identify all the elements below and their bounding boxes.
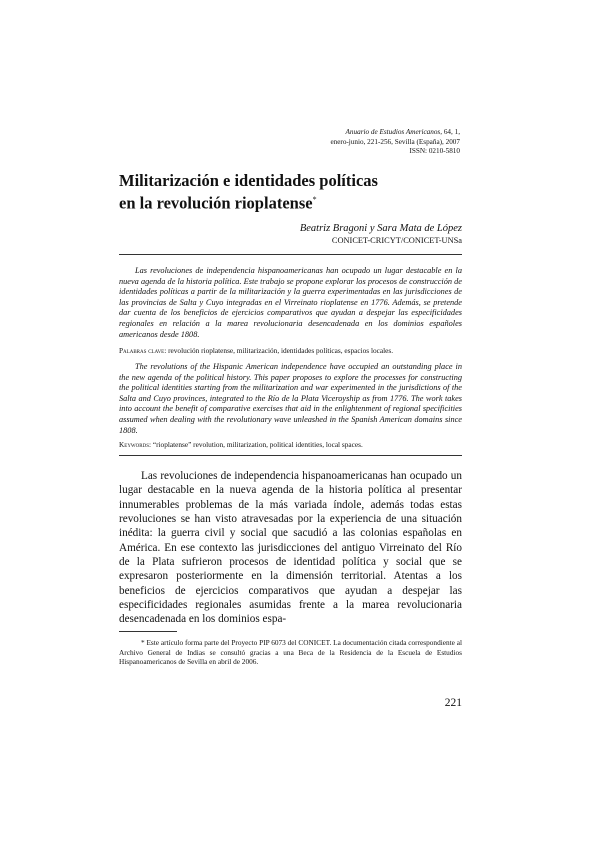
keywords-en-label: Keywords: [119,440,152,449]
journal-issn: ISSN: 0210-5810 [409,147,460,155]
top-rule [119,254,462,255]
title-line-2: en la revolución rioplatense [119,193,313,213]
title-line-1: Militarización e identidades políticas [119,171,378,190]
footnote-rule [119,631,177,632]
page-number: 221 [444,697,462,709]
journal-header [220,128,460,157]
author-affiliation: CONICET-CRICYT/CONICET-UNSa [331,236,462,245]
bottom-rule [119,455,462,456]
keywords-es-text: revolución rioplatense, militarización, identidades políticas, espacios locales. [168,346,394,355]
journal-issue: enero-junio, 221-256, Sevilla (España), 2007 [330,137,460,146]
keywords-spanish [119,346,462,355]
keywords-en-text: “rioplatense” revolution, militarization, political identities, local spaces. [152,440,363,449]
journal-volume: 64, 1, [443,128,460,136]
body-paragraph: Las revoluciones de independencia hispanoamericanas han ocupado un lugar destacable en la nueva agenda de la historia política al presentar innumerables problemas de la más variada índole, además todas estas revoluciones se han visto atravesadas por la experiencia de una situación inédita: la guerra civil y social que sacudió a las colonias españolas en América. En ese contexto las jurisdicciones del antiguo Virreinato del Río de la Plata sufrieron procesos de identidad política y social que se expresaron posteriormente en la dimensión territorial. Atentas a los beneficios de ejercicios comparativos que ayudan a despejar las especificidades regionales asumidas frente a la marea revolucionaria desencadenada en los dominios espa- [119,470,462,626]
abstract-spanish: Las revoluciones de independencia hispanoamericanas han ocupado un lugar destacable en la nueva agenda de la historia política. Este trabajo se propone explorar los procesos de construcción de identidades políticas a partir de la militarización y la guerra experimentadas en las jurisdicciones de las provincias de Salta y Cuyo integradas en el Virreinato rioplatense en 1776. Además, se pretende dar cuenta de los beneficios de ejercicios comparativos que ayudan a despejar las especificidades regionales en relación a la marea revolucionaria desencadenada en los dominios españoles americanos desde 1808. [119,266,462,339]
keywords-english [119,440,462,449]
journal-name: Anuario de Estudios Americanos, [345,128,443,136]
keywords-es-label: Palabras clave: [119,346,167,355]
footnote: * Este artículo forma parte del Proyecto PIP 6073 del CONICET. La documentación citada correspondiente al Archivo General de Indias se consultó gracias a una Beca de la Residencia de la Escuela de Estudios Hispanoamericanos de Sevilla en abril de 2006. [119,638,462,667]
article-authors: Beatriz Bragoni y Sara Mata de López [299,223,462,234]
abstract-english: The revolutions of the Hispanic American independence have occupied an outstanding place in the new agenda of the political history. This paper proposes to explore the processes for constructing the political identities starting from the militarization and war experimented in the jurisdictions of the Salta and Cuyo provinces, integrated to the Río de la Plata Viceroyship as from 1776. The work takes into account the benefit of comparative exercises that aid in the enlightenment of regional specificities assumed when dealing with the revolutionary wave unleashed in the Spanish American domains since 1808. [119,362,462,435]
title-footnote-mark: * [312,195,317,204]
article-title [119,171,479,213]
